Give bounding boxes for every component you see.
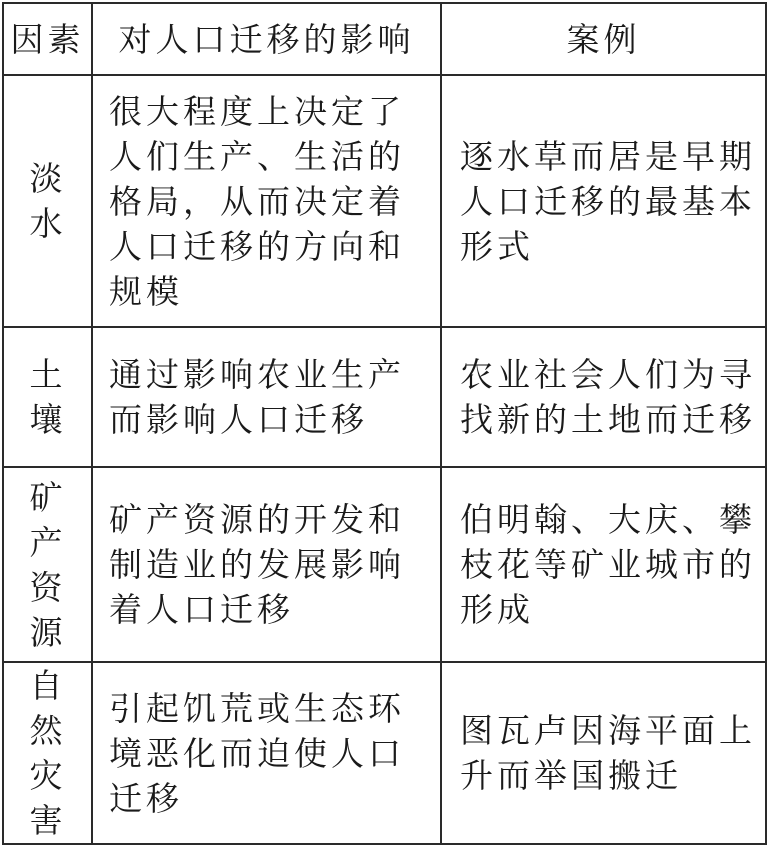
example-cell: 伯明翰、大庆、攀枝花等矿业城市的形成 bbox=[441, 467, 766, 662]
header-factor: 因素 bbox=[3, 3, 92, 75]
factor-cell bbox=[3, 662, 92, 844]
example-cell: 图瓦卢因海平面上升而举国搬迁 bbox=[441, 662, 766, 844]
factor-label: 土壤 bbox=[29, 355, 66, 439]
table-row bbox=[3, 75, 766, 327]
migration-factors-table bbox=[2, 2, 767, 845]
header-example: 案例 bbox=[441, 3, 766, 75]
factor-cell bbox=[3, 327, 92, 467]
factor-label: 矿产资源 bbox=[29, 477, 66, 652]
table-row bbox=[3, 662, 766, 844]
example-cell: 逐水草而居是早期人口迁移的最基本形式 bbox=[441, 75, 766, 327]
impact-cell: 通过影响农业生产而影响人口迁移 bbox=[92, 327, 441, 467]
factor-label: 自然灾害 bbox=[29, 666, 66, 840]
impact-cell: 很大程度上决定了人们生产、生活的格局，从而决定着人口迁移的方向和规模 bbox=[92, 75, 441, 327]
impact-cell: 矿产资源的开发和制造业的发展影响着人口迁移 bbox=[92, 467, 441, 662]
table-row bbox=[3, 467, 766, 662]
table-row bbox=[3, 327, 766, 467]
factor-cell bbox=[3, 75, 92, 327]
example-cell: 农业社会人们为寻找新的土地而迁移 bbox=[441, 327, 766, 467]
factor-label: 淡水 bbox=[29, 159, 66, 243]
header-row bbox=[3, 3, 766, 75]
header-impact: 对人口迁移的影响 bbox=[92, 3, 441, 75]
impact-cell: 引起饥荒或生态环境恶化而迫使人口迁移 bbox=[92, 662, 441, 844]
factor-cell bbox=[3, 467, 92, 662]
